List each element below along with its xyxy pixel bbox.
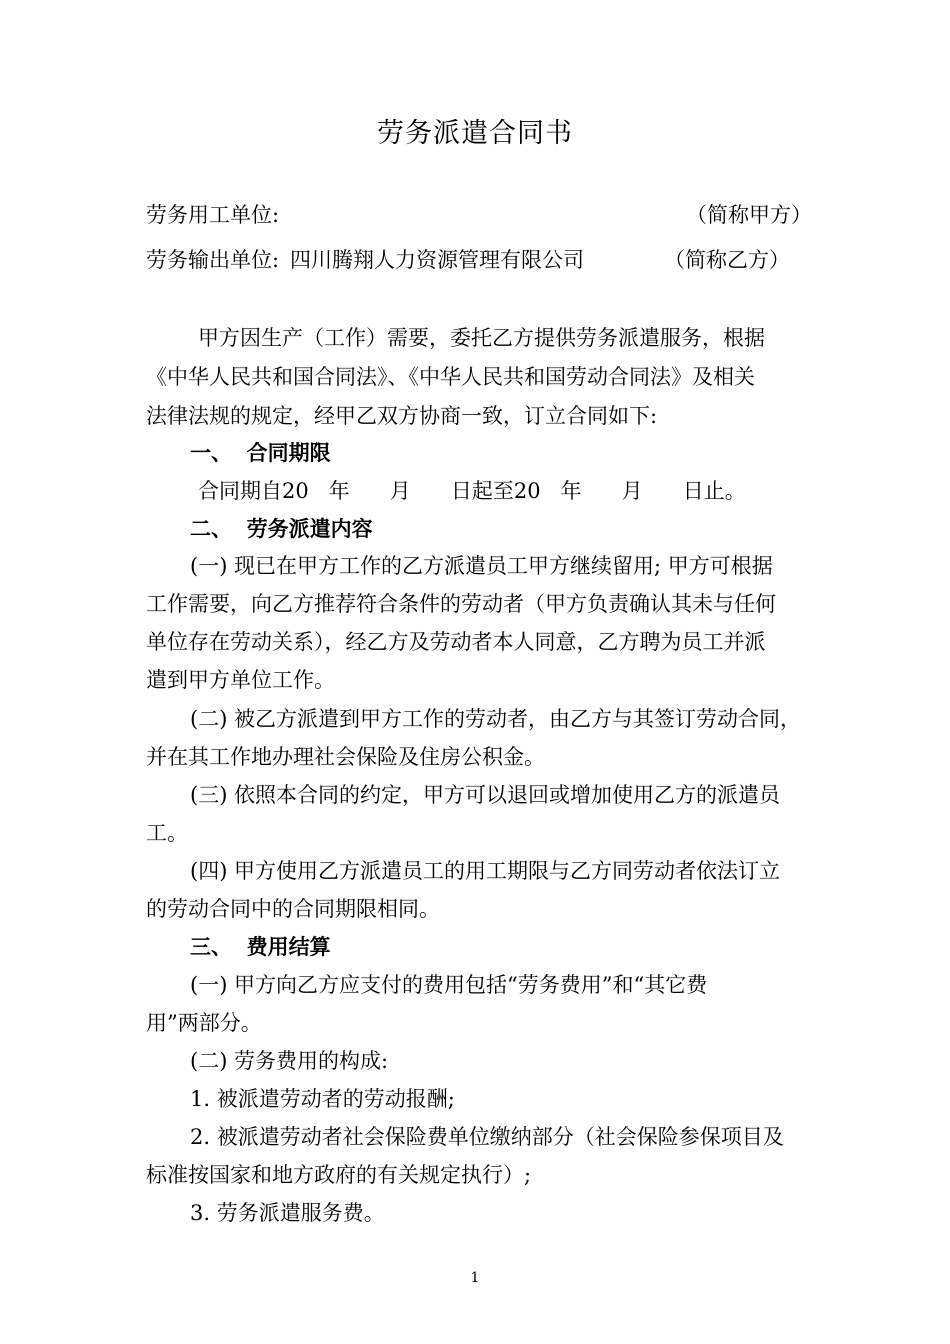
s2-p1-line-1: (一) 现已在甲方工作的乙方派遣员工甲方继续留用; 甲方可根据: [190, 554, 773, 578]
intro-line-3: 法律法规的规定，经甲乙双方协商一致，订立合同如下:: [146, 404, 658, 428]
s2-p4-line-2: 的劳动合同中的合同期限相同。: [146, 897, 440, 921]
party-b-abbr: （简称乙方）: [664, 248, 790, 272]
s3-item-2-line-1: 2. 被派遣劳动者社会保险费单位缴纳部分（社会保险参保项目及: [190, 1125, 784, 1149]
s2-p3-line-2: 工。: [146, 821, 188, 845]
party-a-abbr: （简称甲方）: [686, 203, 812, 227]
document-title: 劳务派遣合同书: [377, 118, 573, 149]
s2-p2-line-1: (二) 被乙方派遣到甲方工作的劳动者，由乙方与其签订劳动合同，: [190, 707, 802, 731]
s2-p2-line-2: 并在其工作地办理社会保险及住房公积金。: [146, 745, 545, 769]
s3-item-1: 1. 被派遣劳动者的劳动报酬;: [190, 1087, 455, 1111]
s3-item-2-line-2: 标准按国家和地方政府的有关规定执行）;: [146, 1163, 532, 1187]
s3-p1-line-1: (一) 甲方向乙方应支付的费用包括“劳务费用”和“其它费: [190, 973, 708, 997]
party-b-label: 劳务输出单位:: [146, 248, 280, 272]
s3-item-3: 3. 劳务派遣服务费。: [190, 1201, 385, 1225]
party-a-label: 劳务用工单位:: [146, 203, 280, 227]
section-1-heading: 一、 合同期限: [190, 441, 331, 465]
s2-p4-line-1: (四) 甲方使用乙方派遣员工的用工期限与乙方同劳动者依法订立: [190, 859, 781, 883]
section-2-heading: 二、 劳务派遣内容: [190, 517, 373, 541]
intro-line-2: 《中华人民共和国合同法》、《中华人民共和国劳动合同法》及相关: [146, 365, 755, 389]
s2-p1-line-3: 单位存在劳动关系），经乙方及劳动者本人同意，乙方聘为员工并派: [146, 630, 766, 654]
s3-p1-line-2: 用”两部分。: [146, 1011, 262, 1035]
s2-p3-line-1: (三) 依照本合同的约定，甲方可以退回或增加使用乙方的派遣员: [190, 783, 781, 807]
section-3-heading: 三、 费用结算: [190, 935, 331, 959]
s2-p1-line-4: 遣到甲方单位工作。: [146, 668, 335, 692]
s2-p1-line-2: 工作需要，向乙方推荐符合条件的劳动者（甲方负责确认其未与任何: [146, 592, 776, 616]
s3-p2: (二) 劳务费用的构成:: [190, 1049, 389, 1073]
section-1-body: 合同期自20 年 月 日起至20 年 月 日止。: [198, 479, 746, 503]
intro-line-1: 甲方因生产（工作）需要，委托乙方提供劳务派遣服务，根据: [198, 326, 765, 350]
page-number: 1: [470, 1270, 480, 1286]
party-b-name: 四川腾翔人力资源管理有限公司: [290, 248, 584, 272]
